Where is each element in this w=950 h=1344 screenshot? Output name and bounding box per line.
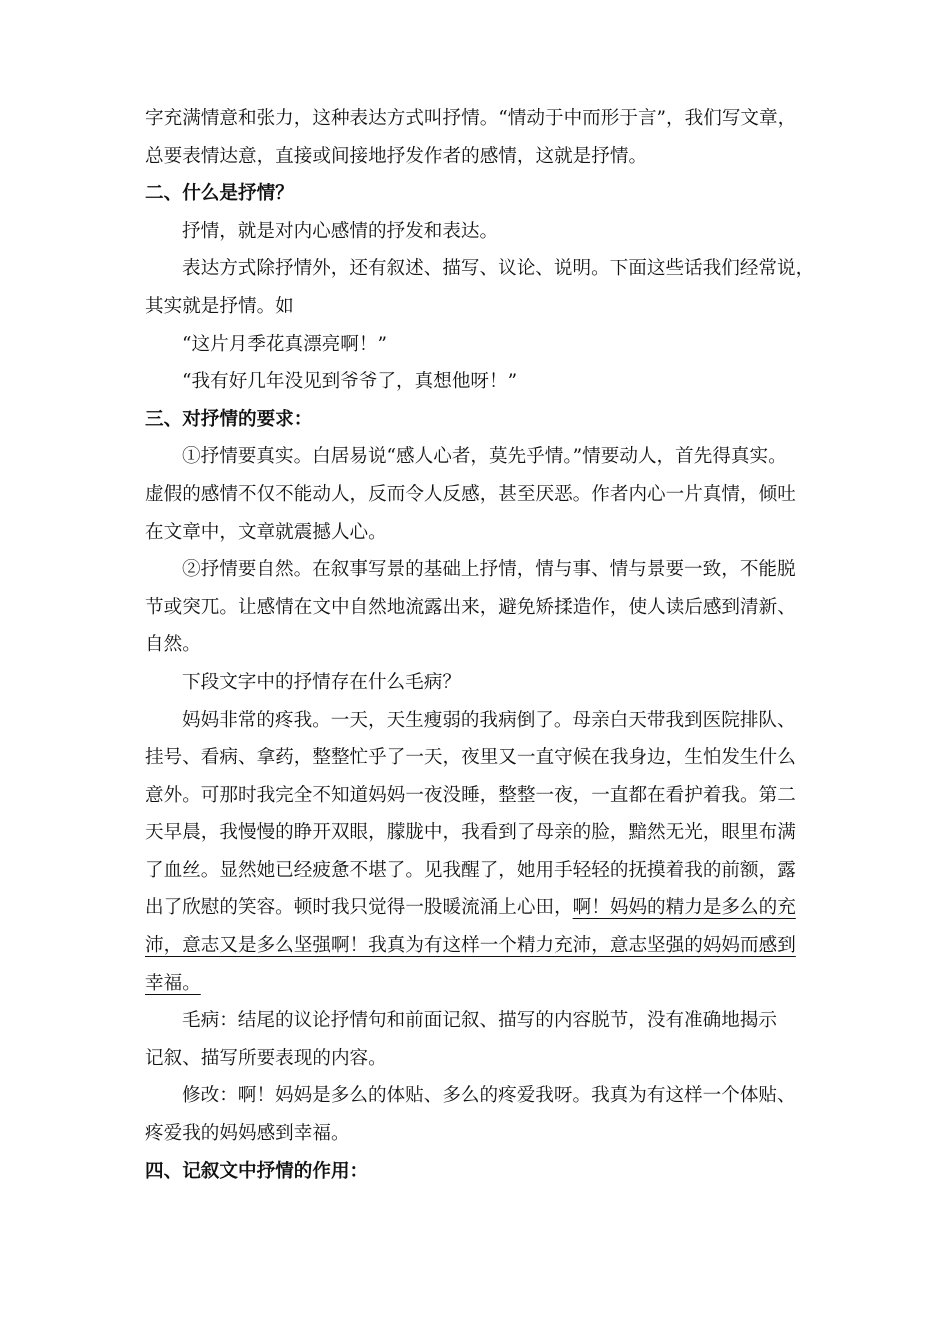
- paragraph-line: 疼爱我的妈妈感到幸福。: [145, 1123, 350, 1145]
- example-quote: “我有好几年没见到爷爷了，真想他呀！”: [182, 371, 518, 393]
- section-heading: 三、对抒情的要求：: [145, 408, 313, 430]
- paragraph-line: 抒情，就是对内心感情的抒发和表达。: [182, 220, 499, 242]
- paragraph-line: 虚假的感情不仅不能动人，反而令人反感，甚至厌恶。作者内心一片真情，倾吐: [145, 483, 796, 505]
- underlined-text: 啊！妈妈的精力是多么的充: [572, 897, 796, 919]
- section-heading: 四、记叙文中抒情的作用：: [145, 1160, 369, 1182]
- sample-passage-line: 挂号、看病、拿药，整整忙乎了一天，夜里又一直守候在我身边，生怕发生什么: [145, 747, 796, 769]
- paragraph-line: ①抒情要真实。白居易说“感人心者，莫先乎情。”情要动人，首先得真实。: [182, 446, 787, 468]
- underlined-text: 幸福。: [145, 972, 201, 994]
- paragraph-line: 其实就是抒情。如: [145, 295, 294, 317]
- sample-passage-line: 妈妈非常的疼我。一天，天生瘦弱的我病倒了。母亲白天带我到医院排队、: [182, 709, 796, 731]
- paragraph-line: 修改：啊！妈妈是多么的体贴、多么的疼爱我呀。我真为有这样一个体贴、: [182, 1085, 796, 1107]
- sample-passage-line: 了血丝。显然她已经疲惫不堪了。见我醒了，她用手轻轻的抚摸着我的前额，露: [145, 859, 796, 881]
- sample-passage-line: [145, 965, 815, 1003]
- paragraph-line: 记叙、描写所要表现的内容。: [145, 1047, 387, 1069]
- sample-passage-line: [145, 927, 815, 965]
- paragraph-line: 毛病：结尾的议论抒情句和前面记叙、描写的内容脱节，没有准确地揭示: [182, 1010, 778, 1032]
- sample-passage-line: [145, 889, 815, 927]
- paragraph-line: ②抒情要自然。在叙事写景的基础上抒情，情与事、情与景要一致，不能脱: [182, 559, 796, 581]
- paragraph-line: 字充满情意和张力，这种表达方式叫抒情。“情动于中而形于言”，我们写文章，: [145, 108, 797, 129]
- paragraph-line: 总要表情达意，直接或间接地抒发作者的感情，这就是抒情。: [145, 145, 648, 167]
- paragraph-line: 在文章中，文章就震撼人心。: [145, 521, 387, 543]
- document-page: [145, 100, 815, 1190]
- section-heading: 二、什么是抒情？: [145, 183, 294, 205]
- question-line: 下段文字中的抒情存在什么毛病？: [182, 671, 461, 693]
- paragraph-line: 自然。: [145, 634, 201, 656]
- paragraph-line: 节或突兀。让感情在文中自然地流露出来，避免矫揉造作，使人读后感到清新、: [145, 596, 796, 618]
- example-quote: “这片月季花真漂亮啊！”: [182, 333, 387, 355]
- passage-text: 出了欣慰的笑容。顿时我只觉得一股暖流涌上心田，: [145, 897, 573, 919]
- paragraph-line: 表达方式除抒情外，还有叙述、描写、议论、说明。下面这些话我们经常说，: [182, 258, 815, 280]
- sample-passage-line: 意外。可那时我完全不知道妈妈一夜没睡，整整一夜，一直都在看护着我。第二: [145, 784, 796, 806]
- sample-passage-line: 天早晨，我慢慢的睁开双眼，朦胧中，我看到了母亲的脸，黯然无光，眼里布满: [145, 822, 796, 844]
- underlined-text: 沛，意志又是多么坚强啊！我真为有这样一个精力充沛，意志坚强的妈妈而感到: [145, 935, 796, 957]
